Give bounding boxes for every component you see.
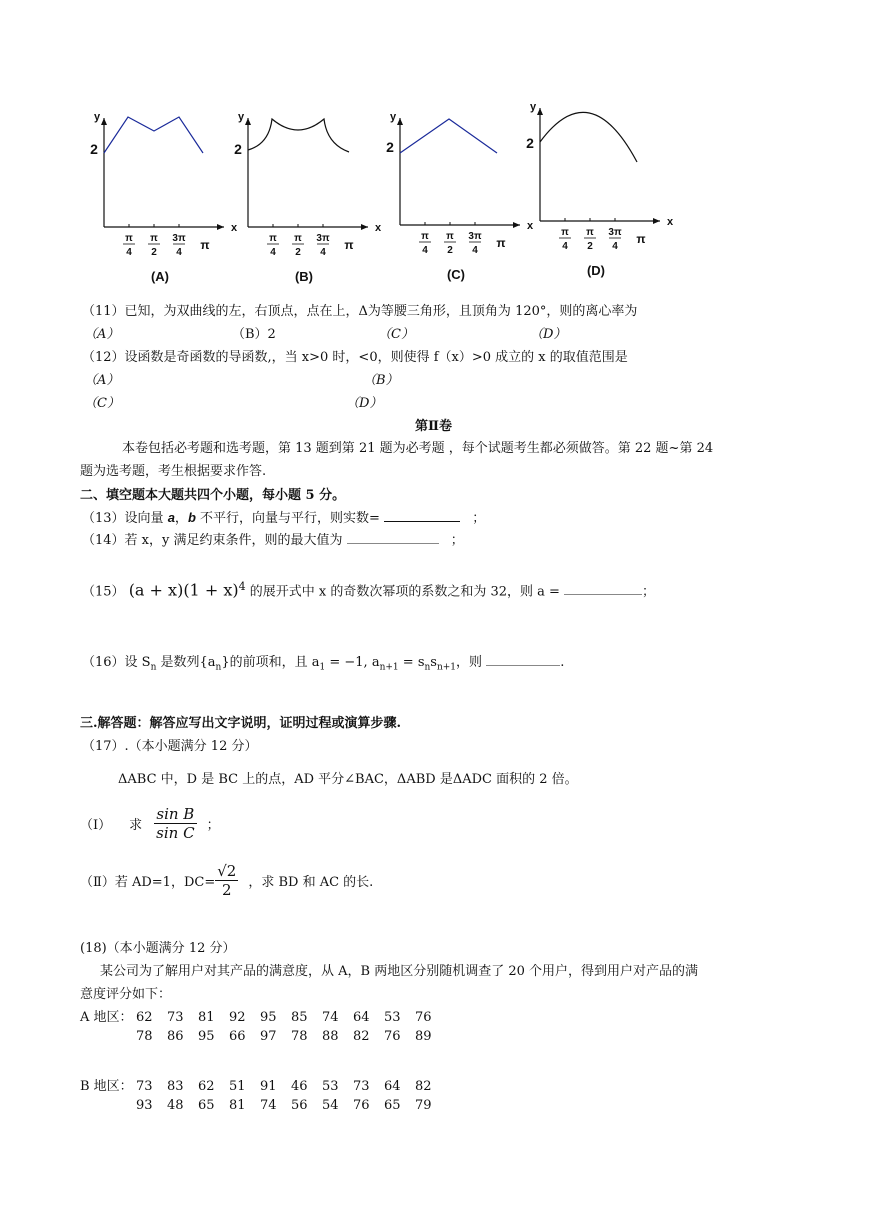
region-a-score: 78: [291, 1029, 308, 1044]
region-a-score: 95: [198, 1029, 215, 1044]
q16-s: s: [430, 655, 437, 670]
q14-end: ；: [450, 533, 464, 548]
option-label: (D): [586, 263, 606, 278]
region-b-score: 74: [260, 1098, 277, 1113]
q16-mid-sub: n: [215, 662, 222, 673]
q17-ii-pre: （Ⅱ）若 AD=1，DC=: [80, 874, 216, 890]
region-a-score: 64: [353, 1010, 370, 1025]
graph-1: [90, 111, 238, 284]
tick-denominator: 4: [472, 245, 478, 256]
tick-denominator: 4: [126, 247, 132, 258]
region-a-score: 62: [136, 1010, 153, 1025]
q16-post: ，则: [456, 655, 483, 670]
q17-part-i: [80, 800, 220, 846]
q14-answer-blank[interactable]: [347, 531, 439, 544]
tick-denominator: 4: [176, 247, 182, 258]
option-label: (A): [150, 269, 170, 284]
q16-sub-n: n: [150, 662, 157, 673]
q13-pre: （13）设向量: [82, 511, 168, 526]
region-b-score: 56: [291, 1098, 308, 1113]
tick-denominator: 2: [587, 241, 593, 252]
region-a-score: 76: [384, 1029, 401, 1044]
part-title: 第Ⅱ卷: [415, 419, 452, 434]
tick-numerator: π: [421, 231, 429, 242]
region-a-score: 97: [260, 1029, 277, 1044]
x-axis-label: x: [666, 216, 674, 228]
q13-vector-b: b: [187, 510, 196, 525]
region-a-score: 78: [136, 1029, 153, 1044]
y-value-2: 2: [90, 141, 98, 157]
q14: [82, 529, 464, 548]
region-b-score: 46: [291, 1079, 308, 1094]
q11-option-d: （D）: [530, 327, 567, 342]
tick-numerator: 3π: [608, 227, 622, 238]
q12-option-d: （D）: [346, 396, 383, 411]
part-intro-line2: 题为选考题，考生根据要求作答.: [80, 464, 267, 479]
q16-end: .: [560, 655, 565, 670]
region-a-score: 89: [415, 1029, 432, 1044]
q16-eq2: = s: [398, 655, 425, 670]
q16-pre: （16）设 S: [82, 655, 151, 670]
part-intro-line1: 本卷包括必考题和选考题，第 13 题到第 21 题为必考题 ，每个试题考生都必须做答。第 22 题~第 24: [122, 441, 714, 456]
q16-mid2: }的前项和，且 a: [221, 655, 320, 670]
graph-3: [386, 111, 534, 282]
y-axis-arrow: [245, 118, 251, 125]
q16-eq: = −1, a: [325, 655, 380, 670]
tick-numerator: π: [446, 231, 454, 242]
region-a-score: 73: [167, 1010, 184, 1025]
q16-answer-blank[interactable]: [486, 653, 560, 666]
region-b-score: 51: [229, 1079, 246, 1094]
region-a-score: 88: [322, 1029, 339, 1044]
region-a-row1: [80, 1006, 446, 1025]
section2-heading: 二、填空题本大题共四个小题，每小题 5 分。: [80, 488, 346, 503]
q12-option-a: （A）: [84, 373, 120, 388]
tick-denominator: 4: [562, 241, 568, 252]
q13-vector-a: a: [167, 510, 175, 525]
q17-ii-fraction: [215, 862, 238, 899]
q17-heading: （17）.（本小题满分 12 分）: [82, 739, 258, 754]
q17-i-end: ；: [206, 817, 220, 833]
region-b-score: 65: [384, 1098, 401, 1113]
q15: [82, 580, 655, 599]
q17-i-label: （Ⅰ）: [80, 817, 112, 833]
graph-2: [234, 111, 382, 284]
q16-n1: n+1: [379, 662, 399, 673]
section3-heading: 三.解答题：解答应写出文字说明，证明过程或演算步骤.: [80, 716, 402, 731]
region-a-score: 95: [260, 1010, 277, 1025]
q17-body: ΔABC 中，D 是 BC 上的点，AD 平分∠BAC，ΔABD 是ΔADC 面积的 2 倍。: [118, 772, 578, 787]
region-a-score: 81: [198, 1010, 215, 1025]
region-b-score: 93: [136, 1098, 153, 1113]
option-label: (C): [446, 267, 466, 282]
region-b-score: 81: [229, 1098, 246, 1113]
y-axis-label: y: [529, 101, 537, 113]
q16-sn1: n+1: [436, 662, 457, 673]
q13-comma: ，: [174, 511, 188, 526]
q16-a-sub: 1: [319, 662, 326, 673]
q16: [82, 651, 564, 673]
x-axis-arrow: [217, 224, 224, 230]
q17-i-denominator: sin C: [156, 823, 195, 842]
q11-stem: （11）已知，为双曲线的左，右顶点，点在上，Δ为等腰三角形，且顶角为 120°，则的离心率为: [82, 304, 638, 319]
region-b-score: 91: [260, 1079, 277, 1094]
x-axis-arrow: [653, 218, 660, 224]
region-a-score: 92: [229, 1010, 246, 1025]
region-b-score: 54: [322, 1098, 339, 1113]
y-value-2: 2: [234, 141, 242, 157]
option-label: (B): [294, 269, 314, 284]
region-b-row2: [136, 1098, 446, 1113]
y-axis-arrow: [101, 118, 107, 125]
q12-stem: （12）设函数是奇函数的导函数,，当 x>0 时，<0，则使得 f（x）>0 成立的 x 的取值范围是: [82, 350, 628, 365]
x-pi-label: π: [200, 238, 210, 252]
y-axis-label: y: [237, 111, 245, 123]
y-axis-arrow: [537, 108, 543, 115]
q18-heading: (18)（本小题满分 12 分）: [80, 941, 236, 956]
x-axis-label: x: [230, 222, 238, 234]
q17-part-ii: [80, 856, 373, 904]
q15-answer-blank[interactable]: [564, 582, 642, 595]
region-b-score: 82: [415, 1079, 432, 1094]
q16-mid: 是数列{a: [156, 655, 216, 670]
region-b-score: 48: [167, 1098, 184, 1113]
q13-post: 不平行，向量与平行，则实数=: [195, 511, 380, 526]
tick-numerator: 3π: [316, 233, 330, 244]
q18-body-line2: 意度评分如下：: [80, 987, 172, 1002]
region-b-score: 73: [136, 1079, 153, 1094]
q15-post: 的展开式中 x 的奇数次幂项的系数之和为 32，则 a =: [249, 584, 560, 600]
tick-denominator: 2: [295, 247, 301, 258]
tick-numerator: π: [125, 233, 133, 244]
tick-numerator: π: [269, 233, 277, 244]
graph-curve: [400, 119, 497, 153]
tick-denominator: 4: [270, 247, 276, 258]
x-axis-label: x: [374, 222, 382, 234]
tick-numerator: π: [150, 233, 158, 244]
tick-denominator: 4: [612, 241, 618, 252]
q16-sn: n: [424, 662, 431, 673]
region-a-score: 85: [291, 1010, 308, 1025]
region-b-score: 64: [384, 1079, 401, 1094]
q14-text: （14）若 x，y 满足约束条件，则的最大值为: [82, 533, 343, 548]
q13-answer-blank[interactable]: [384, 509, 460, 522]
region-b-label: B 地区：: [80, 1079, 133, 1094]
region-a-score: 53: [384, 1010, 401, 1025]
q12-option-c: （C）: [84, 396, 120, 411]
region-b-score: 53: [322, 1079, 339, 1094]
q15-expression: (a + x)(1 + x): [128, 580, 239, 600]
tick-numerator: 3π: [172, 233, 186, 244]
tick-numerator: π: [294, 233, 302, 244]
graph-curve: [104, 117, 203, 153]
q17-i-fraction: [154, 805, 196, 842]
x-pi-label: π: [344, 238, 354, 252]
region-a-row2: [136, 1029, 446, 1044]
region-a-label: A 地区：: [80, 1010, 133, 1025]
region-a-score: 82: [353, 1029, 370, 1044]
q17-i-verb: 求: [129, 817, 143, 833]
graph-curve: [248, 119, 349, 152]
region-b-score: 79: [415, 1098, 432, 1113]
tick-numerator: π: [586, 227, 594, 238]
q11-option-c: （C）: [378, 327, 414, 342]
q11-option-a: （A）: [84, 327, 120, 342]
q18-body-line1: 某公司为了解用户对其产品的满意度，从 A，B 两地区分别随机调查了 20 个用户，得到用户对产品的满: [100, 964, 699, 979]
region-b-score: 65: [198, 1098, 215, 1113]
y-axis-label: y: [389, 111, 397, 123]
region-b-row1: [80, 1075, 446, 1094]
y-value-2: 2: [526, 135, 534, 151]
y-value-2: 2: [386, 139, 394, 155]
q17-ii-post: ，求 BD 和 AC 的长.: [248, 874, 374, 890]
graph-4: [526, 101, 674, 278]
q15-exponent: 4: [238, 580, 246, 593]
q13: [82, 507, 485, 526]
tick-denominator: 4: [320, 247, 326, 258]
option-graphs: [0, 0, 869, 300]
q13-end: ；: [472, 511, 486, 526]
region-a-score: 74: [322, 1010, 339, 1025]
q12-option-b: （B）: [363, 373, 399, 388]
tick-numerator: 3π: [468, 231, 482, 242]
x-pi-label: π: [496, 236, 506, 250]
q17-i-numerator: sin B: [154, 805, 196, 824]
tick-denominator: 4: [422, 245, 428, 256]
q11-option-b: （B）2: [232, 327, 276, 342]
x-axis-label: x: [526, 220, 534, 232]
q15-pre: （15）: [82, 584, 125, 600]
q17-ii-numerator: √2: [217, 861, 237, 880]
region-a-score: 86: [167, 1029, 184, 1044]
region-b-score: 62: [198, 1079, 215, 1094]
x-axis-arrow: [513, 222, 520, 228]
region-a-score: 76: [415, 1010, 432, 1025]
y-axis-label: y: [93, 111, 101, 123]
region-a-score: 66: [229, 1029, 246, 1044]
tick-denominator: 2: [447, 245, 453, 256]
q17-ii-denominator: 2: [222, 880, 232, 899]
x-pi-label: π: [636, 232, 646, 246]
y-axis-arrow: [397, 118, 403, 125]
graph-curve: [540, 112, 637, 162]
x-axis-arrow: [361, 224, 368, 230]
tick-denominator: 2: [151, 247, 157, 258]
region-b-score: 73: [353, 1079, 370, 1094]
region-b-score: 83: [167, 1079, 184, 1094]
tick-numerator: π: [561, 227, 569, 238]
q15-end: ；: [642, 584, 656, 600]
region-b-score: 76: [353, 1098, 370, 1113]
